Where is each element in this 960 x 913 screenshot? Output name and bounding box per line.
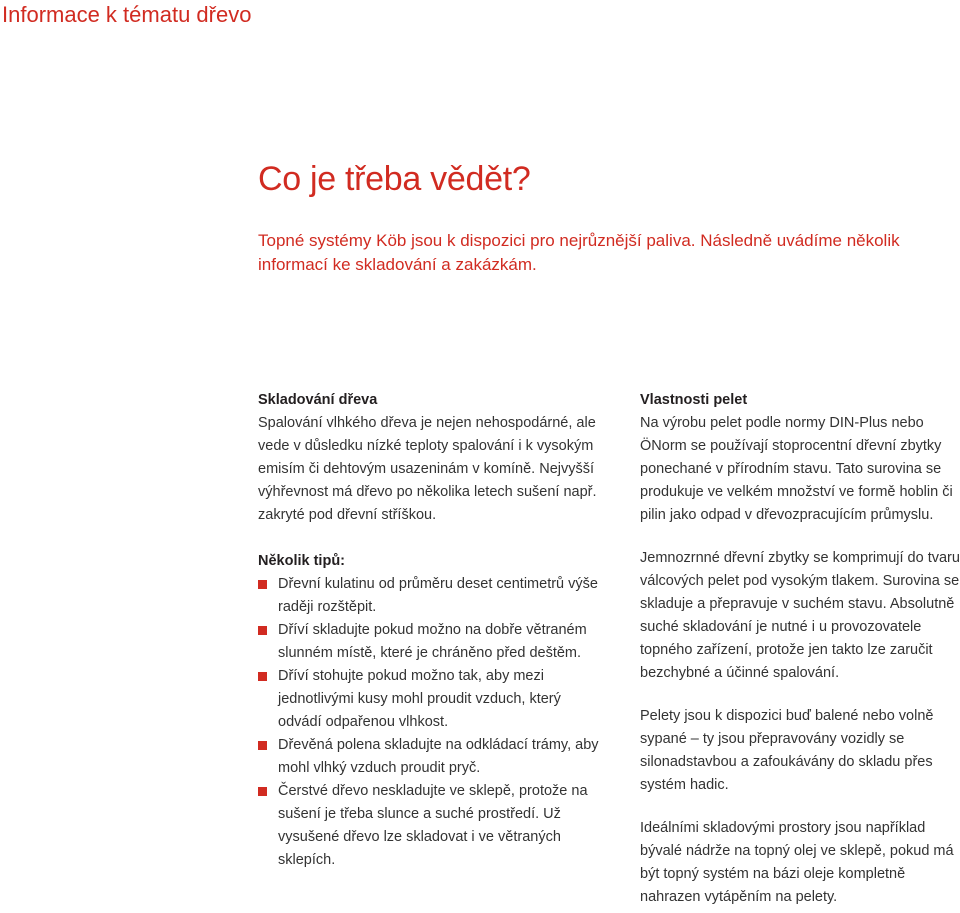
pellet-properties-section [640, 389, 960, 909]
tip-text: Dřevěná polena skladujte na odkládací trámy, aby mohl vlhký vzduch proudit pryč. [278, 737, 599, 776]
tip-text: Dříví skladujte pokud možno na dobře větraném slunném místě, které je chráněno před deštěm. [278, 622, 587, 661]
pellet-paragraph: Jemnozrnné dřevní zbytky se komprimují do tvaru válcových pelet pod vysokým tlakem. Surovina se skladuje a přepravuje v suchém stavu. Absolutně suché skladování je nutné i u provozovatele topného zařízení, protože jen takto lze zaručit bezchybné a účinné spalování. [640, 550, 960, 681]
tips-list [258, 573, 603, 872]
list-item [258, 780, 603, 872]
pellet-paragraph: Ideálními skladovými prostory jsou například bývalé nádrže na topný olej ve sklepě, pokud má být topný systém na bázi oleje kompletně nahrazen vytápěním na pelety. [640, 820, 954, 905]
wood-storage-section [258, 389, 603, 872]
tip-text: Čerstvé dřevo neskladujte ve sklepě, protože na sušení je třeba slunce a suché prostředí. Už vysušené dřevo lze skladovat i ve větraných sklepích. [278, 783, 588, 868]
wood-storage-heading: Skladování dřeva [258, 392, 378, 408]
tip-text: Dřevní kulatinu od průměru deset centimetrů výše raději rozštěpit. [278, 576, 598, 615]
tips-heading: Několik tipů: [258, 553, 346, 569]
wood-storage-text: Spalování vlhkého dřeva je nejen nehospodárné, ale vede v důsledku nízké teploty spalování i k vysokým emisím či dehtovým usazeninám v komíně. Nejvyšší výhřevnost má dřevo po několika letech sušení např. zakryté pod dřevní stříškou. [258, 415, 597, 523]
square-bullet-icon [258, 580, 267, 589]
square-bullet-icon [258, 741, 267, 750]
square-bullet-icon [258, 787, 267, 796]
list-item [258, 665, 603, 734]
intro-text: Topné systémy Köb jsou k dispozici pro nejrůznější paliva. Následně uvádíme několik informací ke skladování a zakázkám. [258, 231, 900, 274]
page-title: Co je třeba vědět? [258, 160, 531, 198]
square-bullet-icon [258, 626, 267, 635]
tip-text: Dříví stohujte pokud možno tak, aby mezi jednotlivými kusy mohl proudit vzduch, který odvádí odpařenou vlhkost. [278, 668, 561, 730]
section-label: Informace k tématu dřevo [2, 2, 252, 27]
list-item [258, 573, 603, 619]
list-item [258, 619, 603, 665]
pellet-paragraph: Pelety jsou k dispozici buď balené nebo volně sypané – ty jsou přepravovány vozidly se silonadstavbou a zafoukávány do skladu přes systém hadic. [640, 708, 934, 793]
list-item [258, 734, 603, 780]
square-bullet-icon [258, 672, 267, 681]
pellet-properties-heading: Vlastnosti pelet [640, 392, 748, 408]
pellet-paragraph: Na výrobu pelet podle normy DIN-Plus nebo ÖNorm se používají stoprocentní dřevní zbytky ponechané v přírodním stavu. Tato surovina se produkuje ve velkém množství ve formě hoblin či pilin jako odpad v dřevozpracujícím průmyslu. [640, 415, 953, 523]
